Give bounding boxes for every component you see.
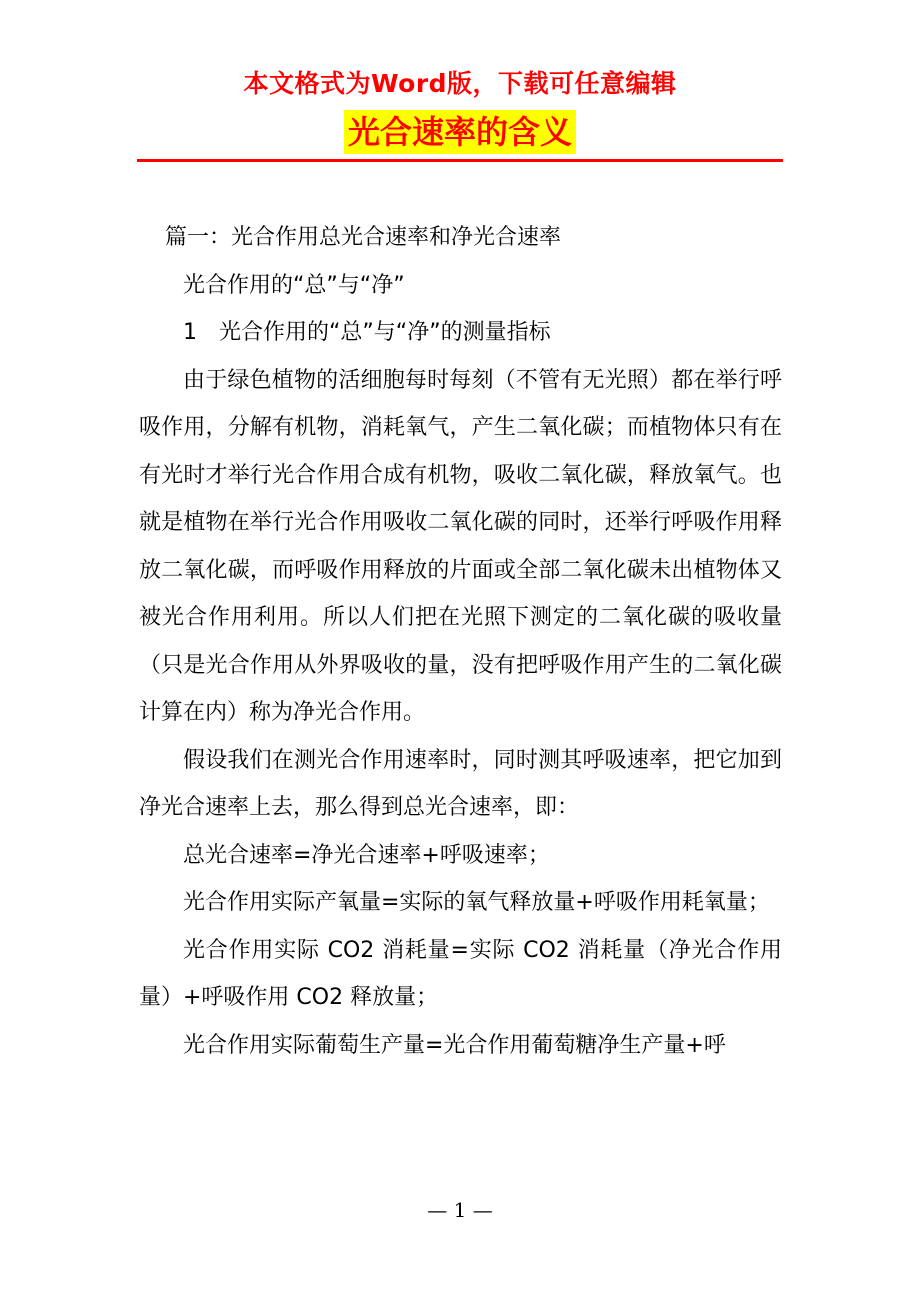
word-format-banner: 本文格式为Word版，下载可任意编辑 xyxy=(243,69,677,98)
formula-line: 光合作用实际葡萄生产量=光合作用葡萄糖净生产量+呼 xyxy=(183,1032,726,1058)
formula-line: 总光合速率=净光合速率+呼吸速率； xyxy=(183,842,550,868)
title-container xyxy=(0,110,920,154)
subheading: 光合作用的“总”与“净” xyxy=(183,272,405,298)
page-number: — 1 — xyxy=(427,1198,493,1222)
section-heading: 篇一：光合作用总光合速率和净光合速率 xyxy=(165,225,562,250)
title-divider xyxy=(137,159,783,162)
formula-line: 光合作用实际产氧量=实际的氧气释放量+呼吸作用耗氧量； xyxy=(183,890,770,915)
document-body xyxy=(139,214,782,1069)
document-title: 光合速率的含义 xyxy=(344,110,576,154)
body-paragraph: 由于绿色植物的活细胞每时每刻（不管有无光照）都在举行呼吸作用，分解有机物，消耗氧气，产生二氧化碳；而植物体只有在有光时才举行光合作用合成有机物，吸收二氧化碳，释放氧气。也就是植物在举行光合作用吸收二氧化碳的同时，还举行呼吸作用释放二氧化碳，而呼吸作用释放的片面或全部二氧化碳未出植物体又被光合作用利用。所以人们把在光照下测定的二氧化碳的吸收量（只是光合作用从外界吸收的量，没有把呼吸作用产生的二氧化碳计算在内）称为净光合作用。 xyxy=(139,367,782,725)
numbered-subheading: 1 光合作用的“总”与“净”的测量指标 xyxy=(183,320,551,345)
body-paragraph: 假设我们在测光合作用速率时，同时测其呼吸速率，把它加到净光合速率上去，那么得到总光合速率，即： xyxy=(139,747,782,820)
formula-line: 光合作用实际 CO2 消耗量=实际 CO2 消耗量（净光合作用量）+呼吸作用 CO2 释放量； xyxy=(139,937,782,1010)
